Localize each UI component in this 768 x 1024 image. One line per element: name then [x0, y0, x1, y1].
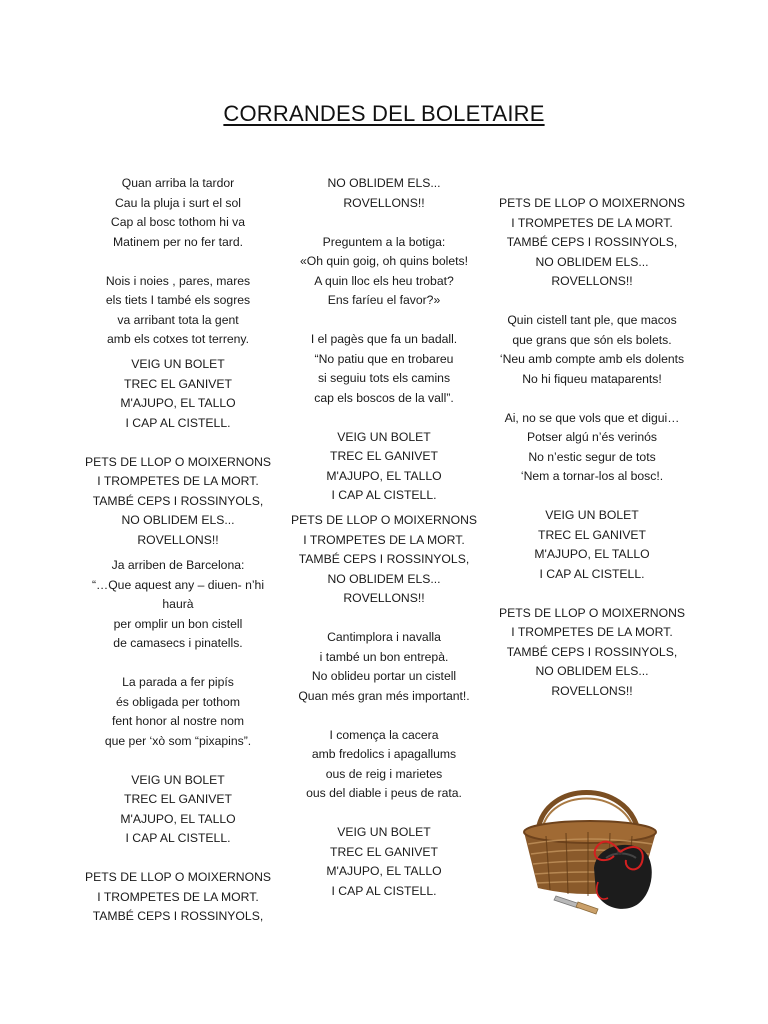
stanza [72, 673, 284, 751]
stanza-gap [72, 252, 284, 272]
verse-line: A quin lloc els heu trobat? [314, 273, 454, 288]
stanza-gap [486, 389, 698, 409]
verse-line: “…Que aquest any – diuen- n’hi [91, 577, 265, 592]
verse-line: I CAP AL CISTELL. [125, 415, 231, 430]
stanza [280, 823, 488, 901]
verse-line: VEIG UN BOLET [131, 772, 225, 787]
verse-line: que per ‘xò som “pixapins”. [104, 733, 252, 748]
verse-line: M'AJUPO, EL TALLO [534, 547, 650, 561]
poem-column-1 [72, 174, 284, 927]
stanza-gap [72, 433, 284, 453]
stanza [72, 272, 284, 350]
verse-line: I TROMPETES DE LA MORT. [511, 215, 673, 230]
verse-line: Ja arriben de Barcelona: [111, 558, 245, 573]
stanza [280, 330, 488, 408]
stanza [280, 628, 488, 706]
verse-line: NO OBLIDEM ELS... [121, 513, 235, 528]
verse-line: ous de reig i marietes [325, 766, 443, 781]
verse-line: «Oh quin goig, oh quins bolets! [299, 254, 469, 268]
stanza-gap [486, 292, 698, 312]
stanza [486, 604, 698, 702]
stanza [72, 868, 284, 927]
verse-line: ROVELLONS!! [137, 532, 219, 547]
verse-line: és obligada per tothom [116, 694, 240, 709]
page-title: CORRANDES DEL BOLETAIRE [223, 101, 545, 126]
verse-line: Cantimplora i navalla [327, 630, 441, 645]
verse-line: va arribant tota la gent [117, 312, 239, 327]
verse-line: haurà [162, 597, 194, 612]
verse-line: I TROMPETES DE LA MORT. [97, 889, 259, 904]
verse-line: els tiets I també els sogres [105, 293, 251, 307]
verse-line: I CAP AL CISTELL. [331, 883, 437, 898]
verse-line: NO OBLIDEM ELS... [535, 664, 649, 678]
verse-line: La parada a fer pipís [122, 675, 234, 690]
verse-line: PETS DE LLOP O MOIXERNONS [290, 513, 478, 528]
verse-line: VEIG UN BOLET [131, 357, 225, 372]
stanza-gap [72, 751, 284, 771]
verse-line: M'AJUPO, EL TALLO [326, 468, 442, 483]
verse-line: M'AJUPO, EL TALLO [120, 811, 236, 826]
poem-column-2 [280, 174, 488, 901]
verse-line: Cau la pluja i surt el sol [115, 195, 241, 210]
verse-line: TREC EL GANIVET [330, 844, 438, 859]
stanza [486, 409, 698, 487]
verse-line: amb fredolics i apagallums [311, 747, 457, 762]
stanza-gap [72, 849, 284, 869]
verse-line: si seguiu tots els camins [317, 371, 451, 385]
stanza-gap [280, 213, 488, 233]
verse-line: PETS DE LLOP O MOIXERNONS [498, 605, 686, 620]
stanza-gap [486, 584, 698, 604]
verse-line: Quan arriba la tardor [121, 176, 235, 190]
stanza [72, 174, 284, 252]
verse-line: ROVELLONS!! [551, 683, 633, 698]
verse-line: I CAP AL CISTELL. [125, 831, 231, 846]
verse-line: amb els cotxes tot terreny. [106, 332, 250, 346]
verse-line: “No patiu que en trobareu [314, 351, 454, 366]
verse-line: TREC EL GANIVET [330, 449, 438, 463]
verse-line: VEIG UN BOLET [337, 429, 431, 444]
verse-line: Cap al bosc tothom hi va [110, 215, 246, 229]
verse-line: NO OBLIDEM ELS... [327, 571, 441, 586]
verse-line: Preguntem a la botiga: [322, 234, 446, 249]
verse-line: No n’estic segur de tots [528, 449, 656, 464]
verse-line: TAMBÉ CEPS I ROSSINYOLS, [298, 552, 470, 567]
stanza [486, 311, 698, 389]
verse-line: ‘Nem a tornar-los al bosc!. [520, 469, 664, 483]
stanza [280, 233, 488, 311]
verse-line: i també un bon entrepà. [319, 649, 449, 664]
verse-line: TREC EL GANIVET [124, 376, 232, 391]
verse-line: VEIG UN BOLET [337, 825, 431, 840]
stanza [486, 506, 698, 584]
verse-line: M'AJUPO, EL TALLO [120, 396, 236, 411]
verse-line: Quan més gran més important!. [298, 688, 470, 703]
stanza-gap [280, 706, 488, 726]
verse-line: NO OBLIDEM ELS... [327, 176, 441, 190]
verse-line: Matinem per no fer tard. [112, 234, 244, 249]
verse-line: ROVELLONS!! [343, 591, 425, 606]
stanza [280, 726, 488, 804]
verse-line: TAMBÉ CEPS I ROSSINYOLS, [506, 644, 678, 659]
verse-line: que grans que són els bolets. [512, 332, 672, 347]
stanza [280, 428, 488, 506]
verse-line: VEIG UN BOLET [545, 508, 639, 522]
stanza-gap [486, 487, 698, 507]
stanza-gap [280, 609, 488, 629]
stanza [72, 771, 284, 849]
poem-column-3 [486, 194, 698, 701]
verse-line: PETS DE LLOP O MOIXERNONS [84, 870, 272, 885]
verse-line: Ens faríeu el favor?» [327, 293, 441, 307]
stanza [72, 355, 284, 433]
stanza [72, 453, 284, 551]
verse-line: PETS DE LLOP O MOIXERNONS [84, 454, 272, 469]
verse-line: de camasecs i pinatells. [113, 636, 243, 651]
basket-with-bota-and-knife-icon [516, 782, 662, 918]
stanza-gap [280, 408, 488, 428]
stanza [72, 556, 284, 654]
verse-line: TREC EL GANIVET [124, 792, 232, 807]
verse-line: I CAP AL CISTELL. [331, 488, 437, 502]
verse-line: TAMBÉ CEPS I ROSSINYOLS, [92, 909, 264, 924]
verse-line: Nois i noies , pares, mares [105, 273, 251, 288]
verse-line: No hi fiqueu mataparents! [522, 371, 662, 386]
verse-line: ROVELLONS!! [551, 274, 633, 288]
stanza-gap [280, 311, 488, 331]
verse-line: ROVELLONS!! [343, 195, 425, 210]
verse-line: ‘Neu amb compte amb els dolents [499, 352, 685, 366]
verse-line: No oblideu portar un cistell [311, 669, 457, 684]
verse-line: PETS DE LLOP O MOIXERNONS [498, 196, 686, 210]
stanza [486, 194, 698, 292]
verse-line: Ai, no se que vols que et digui… [504, 410, 680, 425]
verse-line: I TROMPETES DE LA MORT. [97, 474, 259, 489]
verse-line: TREC EL GANIVET [538, 527, 646, 542]
stanza-gap [280, 804, 488, 824]
verse-line: NO OBLIDEM ELS... [535, 254, 649, 269]
verse-line: TAMBÉ CEPS I ROSSINYOLS, [506, 235, 678, 249]
verse-line: per omplir un bon cistell [113, 616, 243, 631]
verse-line: fent honor al nostre nom [111, 714, 245, 729]
verse-line: TAMBÉ CEPS I ROSSINYOLS, [92, 493, 264, 508]
verse-line: Quin cistell tant ple, que macos [507, 313, 677, 327]
stanza [280, 174, 488, 213]
verse-line: M'AJUPO, EL TALLO [326, 864, 442, 879]
stanza-gap [72, 654, 284, 674]
verse-line: I CAP AL CISTELL. [539, 566, 645, 581]
stanza [280, 511, 488, 609]
verse-line: Potser algú n’és verinós [526, 430, 658, 444]
verse-line: I TROMPETES DE LA MORT. [303, 532, 465, 547]
verse-line: I TROMPETES DE LA MORT. [511, 625, 673, 639]
verse-line: cap els boscos de la vall”. [314, 390, 454, 405]
verse-line: I el pagès que fa un badall. [310, 332, 458, 346]
verse-line: ous del diable i peus de rata. [306, 786, 462, 801]
verse-line: I comença la cacera [329, 727, 439, 742]
